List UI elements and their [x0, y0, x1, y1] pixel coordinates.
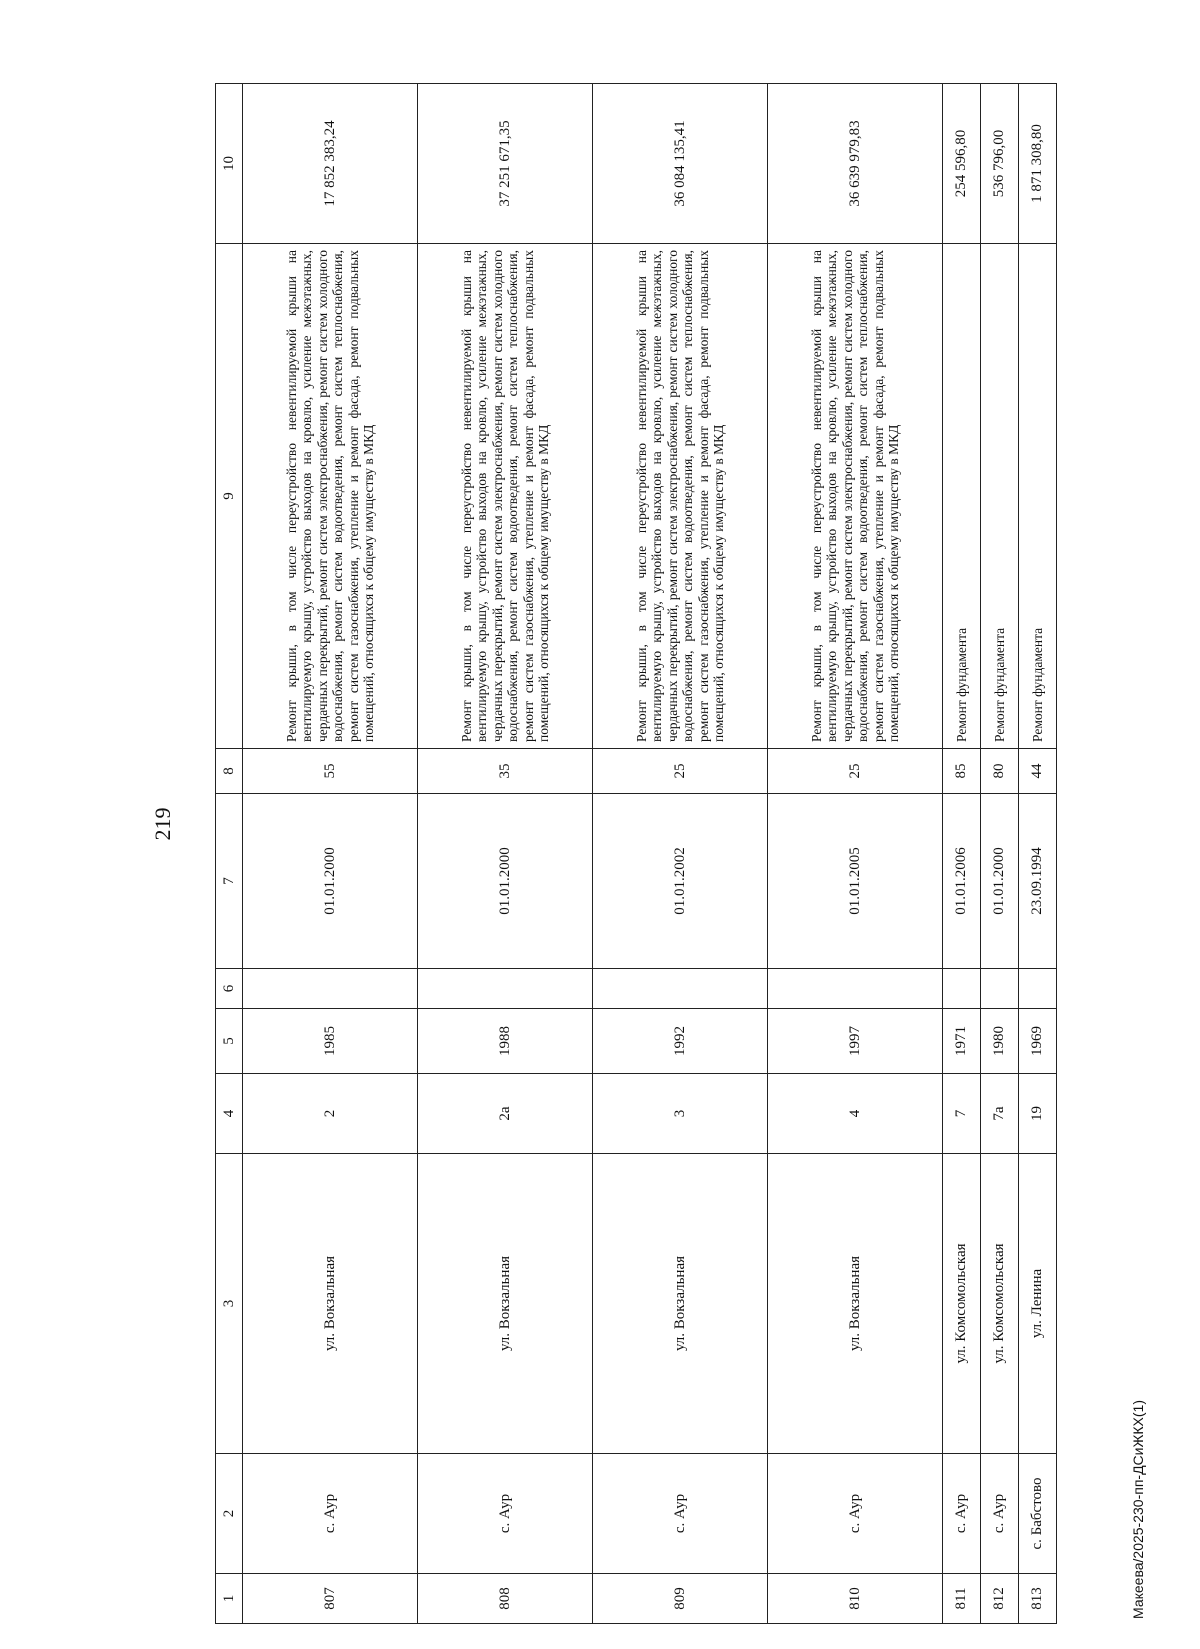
table-row	[981, 84, 1019, 1624]
row-number: 812	[981, 1574, 1019, 1624]
house-number: 2	[243, 1074, 418, 1154]
cost: 254 596,80	[943, 84, 981, 244]
column-8-value: 44	[1019, 749, 1057, 794]
build-year: 1992	[593, 1009, 768, 1074]
date: 01.01.2006	[943, 794, 981, 969]
build-year: 1971	[943, 1009, 981, 1074]
column-number: 3	[216, 1154, 243, 1454]
build-year: 1985	[243, 1009, 418, 1074]
build-year: 1988	[418, 1009, 593, 1074]
street: ул. Комсомольская	[981, 1154, 1019, 1454]
cost: 17 852 383,24	[243, 84, 418, 244]
work-description: Ремонт фундамента	[943, 244, 981, 749]
column-number: 7	[216, 794, 243, 969]
column-8-value: 80	[981, 749, 1019, 794]
house-number: 19	[1019, 1074, 1057, 1154]
table-row	[943, 84, 981, 1624]
row-number: 813	[1019, 1574, 1057, 1624]
street: ул. Вокзальная	[243, 1154, 418, 1454]
house-number: 4	[768, 1074, 943, 1154]
house-number: 2а	[418, 1074, 593, 1154]
date: 01.01.2000	[418, 794, 593, 969]
column-number: 5	[216, 1009, 243, 1074]
date: 01.01.2000	[243, 794, 418, 969]
settlement: с. Аур	[981, 1454, 1019, 1574]
date: 01.01.2002	[593, 794, 768, 969]
column-number: 8	[216, 749, 243, 794]
table-row	[1019, 84, 1057, 1624]
work-description: Ремонт фундамента	[981, 244, 1019, 749]
table-row	[243, 84, 418, 1624]
cost: 36 639 979,83	[768, 84, 943, 244]
capital-repair-table	[215, 83, 1057, 1624]
column-6-value	[1019, 969, 1057, 1009]
column-6-value	[768, 969, 943, 1009]
column-number: 6	[216, 969, 243, 1009]
house-number: 7	[943, 1074, 981, 1154]
cost: 1 871 308,80	[1019, 84, 1057, 244]
date: 01.01.2005	[768, 794, 943, 969]
column-6-value	[981, 969, 1019, 1009]
column-number: 1	[216, 1574, 243, 1624]
settlement: с. Аур	[943, 1454, 981, 1574]
work-description: Ремонт крыши, в том числе переустройство невентилируемой крыши на вентилируемую крышу, устройство выходов на кровлю, усиление межэтажных, чердачных перекрытий, ремонт систем электроснабжения, ремонт систем холодного водоснабжения, ремонт систем водоотведения, ремонт систем теплоснабжения, ремонт систем газоснабжения, утепление и ремонт фасада, ремонт подвальных помещений, относящихся к общему имуществу в МКД	[243, 244, 418, 749]
table-row	[593, 84, 768, 1624]
column-8-value: 35	[418, 749, 593, 794]
column-8-value: 25	[768, 749, 943, 794]
column-number: 4	[216, 1074, 243, 1154]
settlement: с. Аур	[768, 1454, 943, 1574]
settlement: с. Аур	[243, 1454, 418, 1574]
date: 01.01.2000	[981, 794, 1019, 969]
column-6-value	[943, 969, 981, 1009]
street: ул. Вокзальная	[768, 1154, 943, 1454]
column-number: 10	[216, 84, 243, 244]
table-row	[768, 84, 943, 1624]
work-description: Ремонт крыши, в том числе переустройство невентилируемой крыши на вентилируемую крышу, устройство выходов на кровлю, усиление межэтажных, чердачных перекрытий, ремонт систем электроснабжения, ремонт систем холодного водоснабжения, ремонт систем водоотведения, ремонт систем теплоснабжения, ремонт систем газоснабжения, утепление и ремонт фасада, ремонт подвальных помещений, относящихся к общему имуществу в МКД	[593, 244, 768, 749]
column-8-value: 25	[593, 749, 768, 794]
settlement: с. Аур	[418, 1454, 593, 1574]
page-number: 219	[150, 807, 175, 841]
date: 23.09.1994	[1019, 794, 1057, 969]
work-description: Ремонт фундамента	[1019, 244, 1057, 749]
table-row	[418, 84, 593, 1624]
street: ул. Вокзальная	[418, 1154, 593, 1454]
row-number: 810	[768, 1574, 943, 1624]
document-footer-note: Макеева/2025-230-пп-ДСиЖКХ(1)	[1130, 1399, 1146, 1619]
house-number: 7а	[981, 1074, 1019, 1154]
build-year: 1969	[1019, 1009, 1057, 1074]
street: ул. Ленина	[1019, 1154, 1057, 1454]
column-6-value	[593, 969, 768, 1009]
column-6-value	[418, 969, 593, 1009]
cost: 36 084 135,41	[593, 84, 768, 244]
cost: 37 251 671,35	[418, 84, 593, 244]
build-year: 1980	[981, 1009, 1019, 1074]
row-number: 808	[418, 1574, 593, 1624]
row-number: 809	[593, 1574, 768, 1624]
settlement: с. Аур	[593, 1454, 768, 1574]
column-number: 9	[216, 244, 243, 749]
build-year: 1997	[768, 1009, 943, 1074]
street: ул. Комсомольская	[943, 1154, 981, 1454]
street: ул. Вокзальная	[593, 1154, 768, 1454]
work-description: Ремонт крыши, в том числе переустройство невентилируемой крыши на вентилируемую крышу, устройство выходов на кровлю, усиление межэтажных, чердачных перекрытий, ремонт систем электроснабжения, ремонт систем холодного водоснабжения, ремонт систем водоотведения, ремонт систем теплоснабжения, ремонт систем газоснабжения, утепление и ремонт фасада, ремонт подвальных помещений, относящихся к общему имуществу в МКД	[418, 244, 593, 749]
column-number: 2	[216, 1454, 243, 1574]
column-8-value: 55	[243, 749, 418, 794]
work-description: Ремонт крыши, в том числе переустройство невентилируемой крыши на вентилируемую крышу, устройство выходов на кровлю, усиление межэтажных, чердачных перекрытий, ремонт систем электроснабжения, ремонт систем холодного водоснабжения, ремонт систем водоотведения, ремонт систем теплоснабжения, ремонт систем газоснабжения, утепление и ремонт фасада, ремонт подвальных помещений, относящихся к общему имуществу в МКД	[768, 244, 943, 749]
column-6-value	[243, 969, 418, 1009]
settlement: с. Бабстово	[1019, 1454, 1057, 1574]
column-8-value: 85	[943, 749, 981, 794]
cost: 536 796,00	[981, 84, 1019, 244]
house-number: 3	[593, 1074, 768, 1154]
row-number: 807	[243, 1574, 418, 1624]
row-number: 811	[943, 1574, 981, 1624]
column-numbers-row	[216, 84, 243, 1624]
